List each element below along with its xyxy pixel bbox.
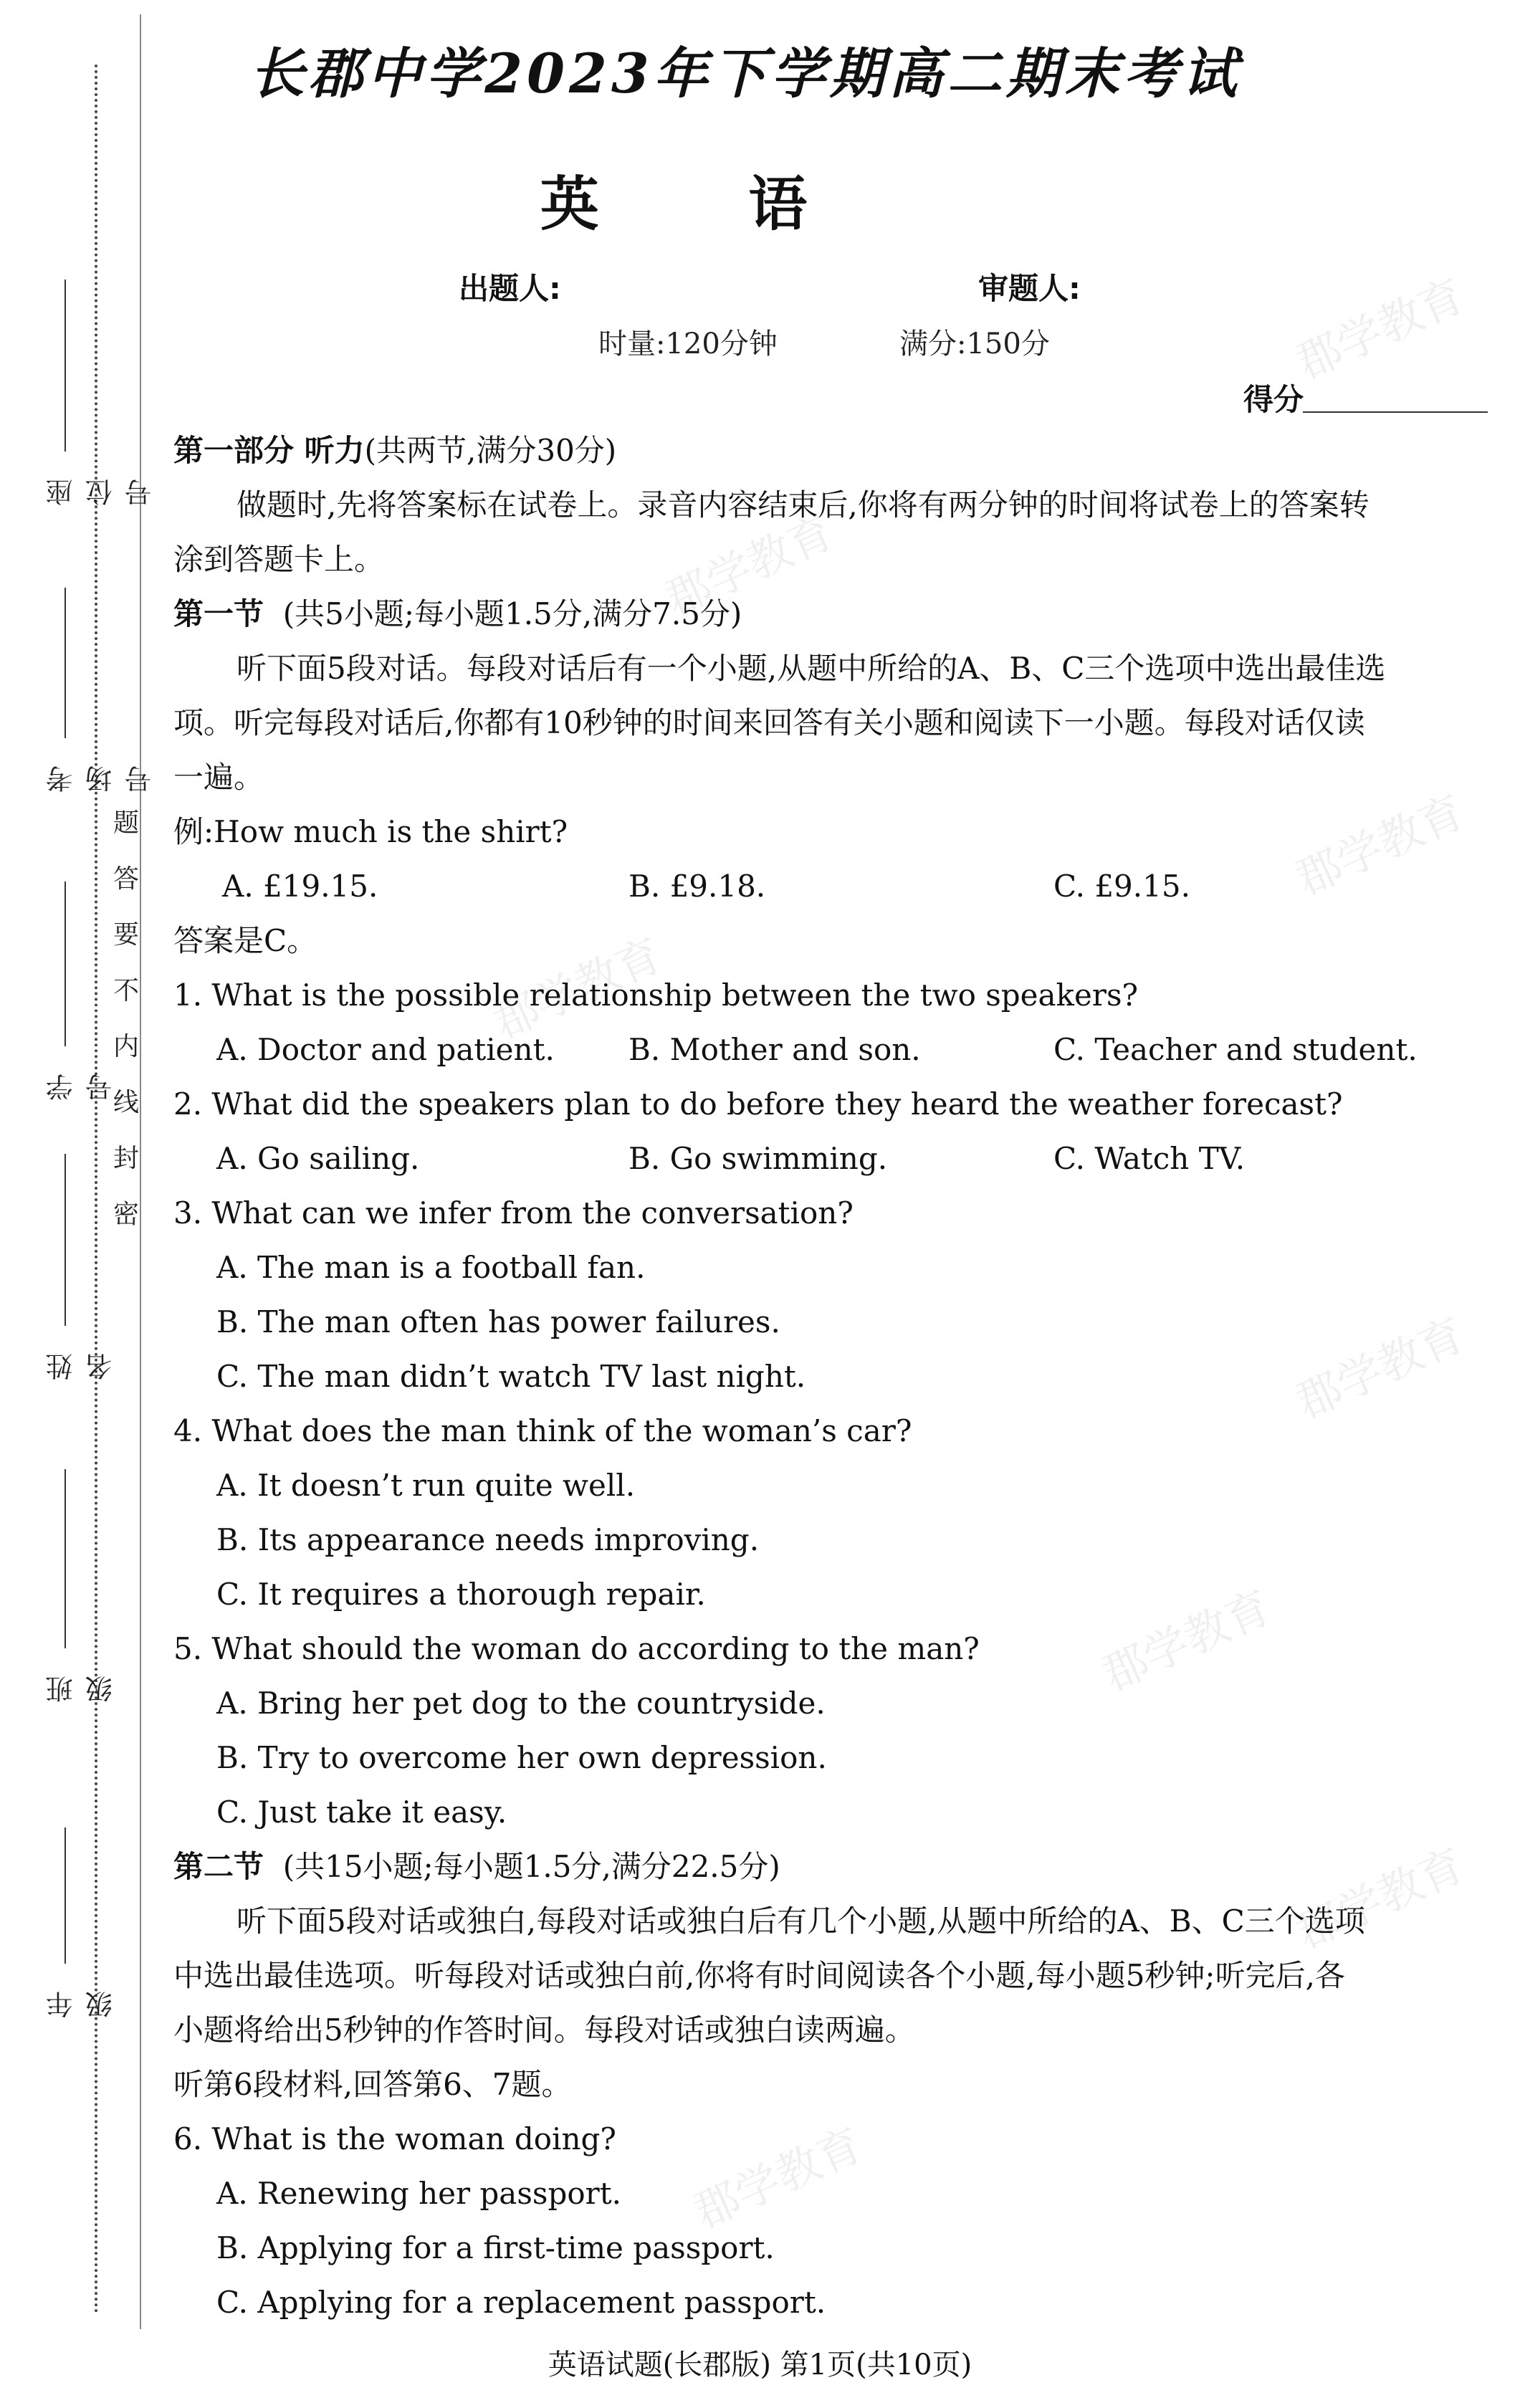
q6-option-a: A. Renewing her passport. [216,2176,621,2211]
q4-option-a: A. It doesn’t run quite well. [216,1468,636,1503]
q1-option-c: C. Teacher and student. [1053,1032,1418,1067]
class-blank[interactable] [64,1469,66,1648]
watermark: 郡学教育 [1288,1838,1473,1959]
seal-char: 答 [113,864,139,894]
q6-option-c: C. Applying for a replacement passport. [216,2285,826,2320]
section1-instruction: 听下面5段对话。每段对话后有一个小题,从题中所给的A、B、C三个选项中选出最佳选 [236,651,1386,686]
name-label: 姓 名 [46,1340,117,1380]
example-option-a: A. £19.15. [222,869,378,904]
seal-char: 内 [113,1032,139,1061]
question-5: 5. What should the woman do according to the man? [173,1631,980,1666]
q5-option-a: A. Bring her pet dog to the countryside. [216,1686,826,1721]
q4-option-b: B. Its appearance needs improving. [216,1522,760,1557]
section1-heading-rest: (共5小题;每小题1.5分,满分7.5分) [282,596,742,631]
q4-option-c: C. It requires a thorough repair. [216,1577,706,1612]
setter-label: 出题人: [459,271,561,306]
seal-char: 要 [113,920,139,950]
q1-option-a: A. Doctor and patient. [216,1032,555,1067]
score-blank[interactable] [1303,411,1488,413]
q2-option-c: C. Watch TV. [1053,1141,1246,1176]
material-note: 听第6段材料,回答第6、7题。 [173,2067,572,2102]
page-footer: 英语试题(长郡版) 第1页(共10页) [548,2349,972,2381]
q5-option-b: B. Try to overcome her own depression. [216,1740,827,1775]
q1-option-b: B. Mother and son. [628,1032,921,1067]
seat-number-blank[interactable] [64,280,66,452]
full-score: 满分:150分 [899,328,1050,360]
example-option-c: C. £9.15. [1053,869,1190,904]
seal-char: 题 [113,808,139,838]
binding-margin [0,0,156,2336]
binding-dotted-line [95,64,97,2315]
student-id-blank[interactable] [64,882,66,1046]
part1-instruction: 做题时,先将答案标在试卷上。录音内容结束后,你将有两分钟的时间将试卷上的答案转 [236,487,1370,522]
question-1: 1. What is the possible relationship between the two speakers? [173,978,1139,1013]
grade-blank[interactable] [64,1828,66,1964]
watermark: 郡学教育 [1288,785,1473,905]
part1-instruction: 涂到答题卡上。 [173,542,385,577]
reviewer-label: 审题人: [978,271,1081,306]
question-3: 3. What can we infer from the conversation? [173,1195,854,1231]
question-6: 6. What is the woman doing? [173,2121,616,2156]
section2-heading-rest: (共15小题;每小题1.5分,满分22.5分) [282,1849,780,1884]
watermark: 郡学教育 [686,2118,871,2238]
q3-option-c: C. The man didn’t watch TV last night. [216,1359,806,1394]
example-option-b: B. £9.18. [628,869,766,904]
example-question: 例:How much is the shirt? [173,814,568,849]
watermark: 郡学教育 [657,505,842,626]
class-label: 班 级 [46,1663,117,1703]
q2-option-a: A. Go sailing. [216,1141,420,1176]
q2-option-b: B. Go swimming. [628,1141,888,1176]
seal-char: 线 [113,1088,139,1117]
q5-option-c: C. Just take it easy. [216,1795,507,1830]
question-2: 2. What did the speakers plan to do before they heard the weather forecast? [173,1086,1343,1122]
q3-option-b: B. The man often has power failures. [216,1304,780,1339]
grade-label: 年 级 [46,1978,117,2018]
section2-instruction: 小题将给出5秒钟的作答时间。每段对话或独白读两遍。 [173,2012,915,2048]
seat-number-label: 座位号 [46,466,156,506]
part1-heading-rest: (共两节,满分30分) [364,433,617,468]
section1-instruction: 项。听完每段对话后,你都有10秒钟的时间来回答有关小题和阅读下一小题。每段对话仅读 [173,705,1365,740]
section1-heading-bold: 第一节 [173,596,264,631]
time-limit: 时量:120分钟 [598,328,778,360]
subject-title: 英 语 [540,171,808,239]
score-label: 得分 [1243,382,1304,417]
question-4: 4. What does the man think of the woman’s car? [173,1413,912,1448]
exam-title: 长郡中学2023年下学期高二期末考试 [249,42,1241,105]
section2-heading-bold: 第二节 [173,1849,264,1884]
part1-heading-bold: 第一部分 听力 [173,433,365,468]
q3-option-a: A. The man is a football fan. [216,1250,646,1285]
section2-heading [173,1846,780,1888]
q6-option-b: B. Applying for a first-time passport. [216,2230,775,2265]
seal-char: 密 [113,1200,139,1229]
student-id-label: 学 号 [46,1061,117,1101]
section1-heading [173,593,742,635]
watermark: 郡学教育 [1288,269,1473,389]
section2-instruction: 中选出最佳选项。听每段对话或独白前,你将有时间阅读各个小题,每小题5秒钟;听完后,各 [173,1958,1345,1993]
watermark: 郡学教育 [1288,1308,1473,1428]
exam-room-label: 考场号 [46,752,156,793]
seal-char: 封 [113,1144,139,1173]
watermark: 郡学教育 [485,928,670,1048]
section2-instruction: 听下面5段对话或独白,每段对话或独白后有几个小题,从题中所给的A、B、C三个选项 [236,1903,1365,1939]
watermark: 郡学教育 [1094,1580,1279,1701]
part1-heading [173,430,616,472]
section1-instruction: 一遍。 [173,760,264,795]
exam-room-blank[interactable] [64,588,66,738]
seal-line-notice [109,803,143,1250]
example-answer: 答案是C。 [173,923,317,958]
name-blank[interactable] [64,1154,66,1326]
seal-char: 不 [113,976,139,1005]
